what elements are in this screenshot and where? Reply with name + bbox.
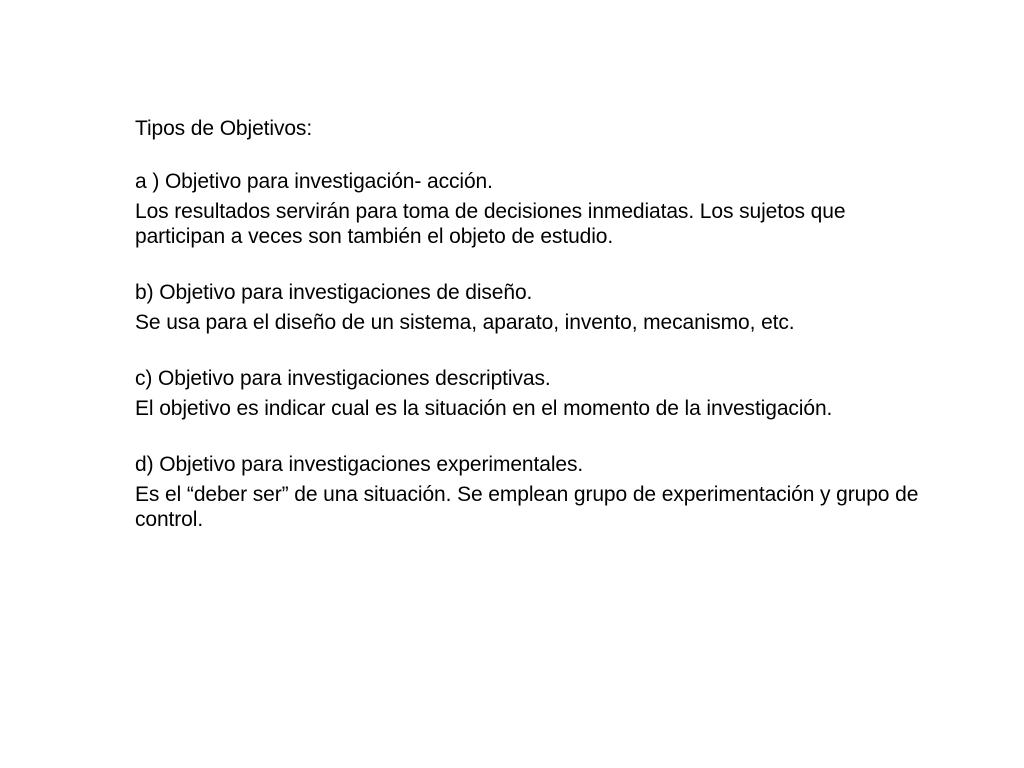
slide-title: Tipos de Objetivos: <box>135 117 313 140</box>
section-body: El objetivo es indicar cual es la situación en el momento de la investigación. <box>135 397 833 420</box>
section-body: Se usa para el diseño de un sistema, aparato, invento, mecanismo, etc. <box>135 311 795 334</box>
section-b <box>135 280 925 335</box>
section-heading: d) Objetivo para investigaciones experimentales. <box>135 453 584 476</box>
slide-content <box>135 116 925 563</box>
section-a <box>135 169 925 249</box>
section-d <box>135 452 925 532</box>
section-heading: b) Objetivo para investigaciones de diseño. <box>135 281 533 304</box>
section-body: Los resultados servirán para toma de decisiones inmediatas. Los sujetos que participan a veces son también el objeto de estudio. <box>135 200 846 248</box>
section-c <box>135 366 925 421</box>
section-body: Es el “deber ser” de una situación. Se emplean grupo de experimentación y grupo de control. <box>135 483 919 531</box>
section-heading: a ) Objetivo para investigación- acción. <box>135 170 493 193</box>
section-heading: c) Objetivo para investigaciones descriptivas. <box>135 367 551 390</box>
